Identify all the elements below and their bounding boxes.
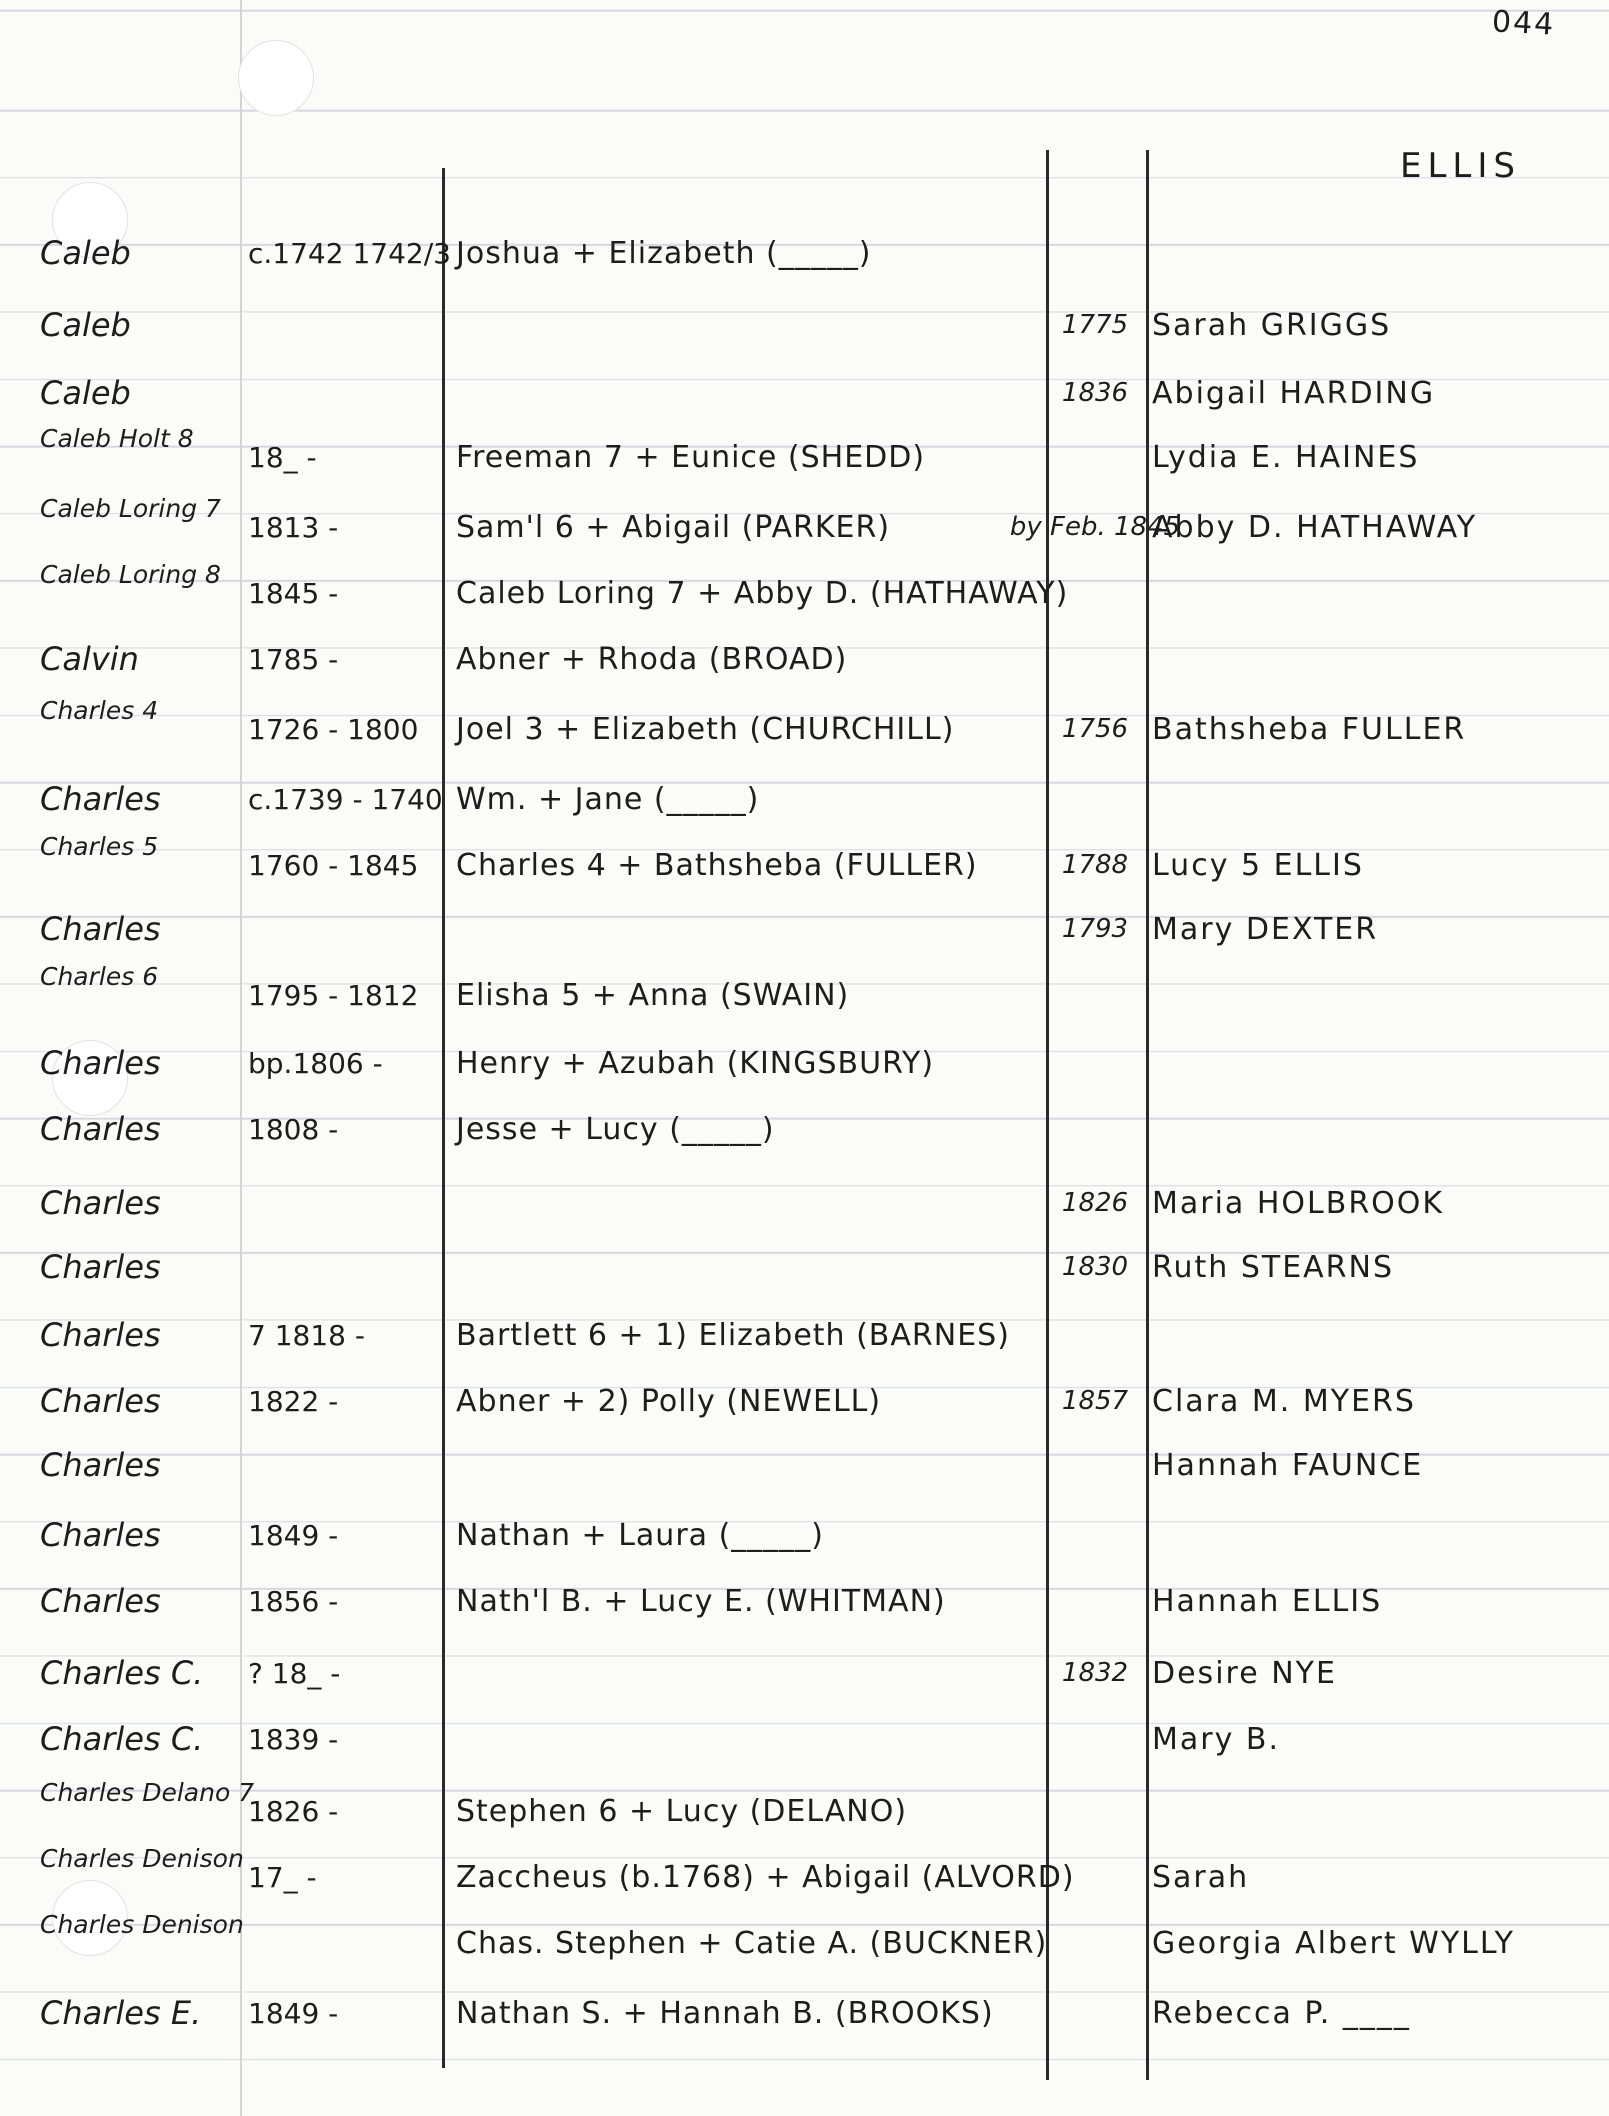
birth-dates <box>248 1910 446 1976</box>
parents: Bartlett 6 + 1) Elizabeth (BARNES) <box>456 1317 1010 1353</box>
marriage-year <box>1046 962 1144 1028</box>
parents: Charles 4 + Bathsheba (FULLER) <box>456 847 978 883</box>
spouse: Bathsheba FULLER <box>1152 711 1467 747</box>
parents: Nathan + Laura (_____) <box>456 1517 824 1553</box>
birth-dates: bp.1806 - <box>248 1046 383 1080</box>
spouse <box>1152 626 1592 692</box>
punch-hole-top <box>238 40 314 116</box>
person-name: Charles 5 <box>40 832 159 861</box>
marriage-year <box>1046 1706 1144 1772</box>
birth-dates: c.1742 1742/3 <box>248 236 451 270</box>
entry-row <box>0 220 1609 286</box>
birth-dates: c.1739 - 1740 <box>248 782 443 816</box>
spouse: Ruth STEARNS <box>1152 1249 1394 1285</box>
person-name: Charles <box>40 780 161 818</box>
person-name: Caleb <box>40 374 131 412</box>
spouse: Mary B. <box>1152 1721 1281 1757</box>
parents: Joel 3 + Elizabeth (CHURCHILL) <box>456 711 955 747</box>
person-name: Caleb <box>40 234 131 272</box>
spouse <box>1152 1302 1592 1368</box>
marriage-year <box>1046 1568 1144 1634</box>
person-name: Charles 4 <box>40 696 159 725</box>
marriage-year: by Feb. 1845 <box>1009 512 1181 542</box>
person-name: Caleb Loring 8 <box>40 560 221 589</box>
marriage-year <box>1046 424 1144 490</box>
parents: Nathan S. + Hannah B. (BROOKS) <box>456 1995 994 2031</box>
marriage-year <box>1046 766 1144 832</box>
spouse: Rebecca P. ____ <box>1152 1995 1411 2031</box>
birth-dates: 17_ - <box>248 1860 317 1894</box>
marriage-year <box>1046 1910 1144 1976</box>
parents: Elisha 5 + Anna (SWAIN) <box>456 977 850 1013</box>
person-name: Caleb Loring 7 <box>40 494 221 523</box>
spouse: Maria HOLBROOK <box>1152 1185 1445 1221</box>
parents: Joshua + Elizabeth (_____) <box>456 235 872 271</box>
parents: Henry + Azubah (KINGSBURY) <box>456 1045 935 1081</box>
spouse <box>1152 1778 1592 1844</box>
birth-dates <box>248 1234 446 1300</box>
marriage-year <box>1046 1432 1144 1498</box>
parents <box>456 1432 1046 1498</box>
spouse: Clara M. MYERS <box>1152 1383 1416 1419</box>
entry-row <box>0 962 1609 1028</box>
person-name: Charles <box>40 1184 161 1222</box>
entry-row <box>0 832 1609 898</box>
person-name: Charles 6 <box>40 962 159 991</box>
marriage-year: 1756 <box>1061 714 1129 744</box>
person-name: Charles <box>40 1582 161 1620</box>
entry-row <box>0 494 1609 560</box>
entry-row <box>0 1568 1609 1634</box>
birth-dates: ? 18_ - <box>248 1656 341 1690</box>
person-name: Caleb <box>40 306 131 344</box>
parents <box>456 896 1046 962</box>
marriage-year <box>1046 626 1144 692</box>
birth-dates: 1856 - <box>248 1584 339 1618</box>
marriage-year <box>1046 1980 1144 2046</box>
spouse <box>1152 1030 1592 1096</box>
birth-dates <box>248 1170 446 1236</box>
spouse: Hannah FAUNCE <box>1152 1447 1424 1483</box>
entry-row <box>0 1096 1609 1162</box>
spouse: Sarah <box>1152 1859 1250 1895</box>
spouse <box>1152 1096 1592 1162</box>
parents: Stephen 6 + Lucy (DELANO) <box>456 1793 908 1829</box>
person-name: Charles C. <box>40 1720 204 1758</box>
birth-dates: 1808 - <box>248 1112 339 1146</box>
entry-row <box>0 1980 1609 2046</box>
entry-row <box>0 292 1609 358</box>
entry-row <box>0 1640 1609 1706</box>
entry-row <box>0 360 1609 426</box>
person-name: Charles C. <box>40 1654 204 1692</box>
entry-row <box>0 1910 1609 1976</box>
spouse <box>1152 220 1592 286</box>
spouse <box>1152 766 1592 832</box>
entry-row <box>0 1844 1609 1910</box>
spouse: Desire NYE <box>1152 1655 1337 1691</box>
birth-dates: 1849 - <box>248 1518 339 1552</box>
parents: Sam'l 6 + Abigail (PARKER) <box>456 509 891 545</box>
surname-heading: ELLIS <box>1400 146 1521 186</box>
birth-dates <box>248 360 446 426</box>
person-name: Charles <box>40 1248 161 1286</box>
entry-row <box>0 1368 1609 1434</box>
parents: Abner + Rhoda (BROAD) <box>456 641 848 677</box>
parents: Wm. + Jane (_____) <box>456 781 760 817</box>
person-name: Charles <box>40 1044 161 1082</box>
birth-dates: 1849 - <box>248 1996 339 2030</box>
marriage-year: 1830 <box>1061 1252 1129 1282</box>
entry-row <box>0 560 1609 626</box>
entry-row <box>0 1234 1609 1300</box>
birth-dates: 1845 - <box>248 576 339 610</box>
parents: Nath'l B. + Lucy E. (WHITMAN) <box>456 1583 946 1619</box>
birth-dates: 1813 - <box>248 510 339 544</box>
birth-dates: 7 1818 - <box>248 1318 365 1352</box>
marriage-year <box>1046 220 1144 286</box>
birth-dates: 1839 - <box>248 1722 339 1756</box>
spouse: Mary DEXTER <box>1152 911 1379 947</box>
entry-row <box>0 766 1609 832</box>
entry-row <box>0 1170 1609 1236</box>
parents: Chas. Stephen + Catie A. (BUCKNER) <box>456 1925 1048 1961</box>
spouse <box>1152 560 1592 626</box>
marriage-year <box>1046 1778 1144 1844</box>
entry-row <box>0 1502 1609 1568</box>
person-name: Caleb Holt 8 <box>40 424 194 453</box>
parents: Jesse + Lucy (_____) <box>456 1111 775 1147</box>
marriage-year <box>1046 1844 1144 1910</box>
parents <box>456 1640 1046 1706</box>
birth-dates: 1760 - 1845 <box>248 848 419 882</box>
parents <box>456 292 1046 358</box>
parents <box>456 1170 1046 1236</box>
person-name: Charles <box>40 1446 161 1484</box>
spouse: Sarah GRIGGS <box>1152 307 1392 343</box>
birth-dates <box>248 1432 446 1498</box>
spouse: Abigail HARDING <box>1152 375 1436 411</box>
parents: Zaccheus (b.1768) + Abigail (ALVORD) <box>456 1859 1075 1895</box>
spouse: Abby D. HATHAWAY <box>1152 509 1478 545</box>
marriage-year <box>1046 560 1144 626</box>
parents: Abner + 2) Polly (NEWELL) <box>456 1383 882 1419</box>
entry-row <box>0 626 1609 692</box>
birth-dates: 1822 - <box>248 1384 339 1418</box>
person-name: Charles <box>40 1382 161 1420</box>
parents <box>456 1706 1046 1772</box>
parents: Freeman 7 + Eunice (SHEDD) <box>456 439 926 475</box>
birth-dates: 1785 - <box>248 642 339 676</box>
person-name: Charles Denison <box>40 1844 244 1873</box>
page-number: 044 <box>1491 4 1557 43</box>
marriage-year: 1832 <box>1061 1658 1129 1688</box>
marriage-year <box>1046 1502 1144 1568</box>
spouse <box>1152 962 1592 1028</box>
entry-row <box>0 1778 1609 1844</box>
parents <box>456 360 1046 426</box>
marriage-year: 1826 <box>1061 1188 1129 1218</box>
person-name: Charles E. <box>40 1994 202 2032</box>
birth-dates: 1795 - 1812 <box>248 978 419 1012</box>
spouse: Lydia E. HAINES <box>1152 439 1420 475</box>
marriage-year: 1836 <box>1061 378 1129 408</box>
birth-dates <box>248 292 446 358</box>
marriage-year <box>1046 1030 1144 1096</box>
marriage-year: 1775 <box>1061 310 1129 340</box>
marriage-year: 1793 <box>1061 914 1129 944</box>
birth-dates: 18_ - <box>248 440 317 474</box>
entry-row <box>0 1030 1609 1096</box>
entry-row <box>0 1706 1609 1772</box>
person-name: Calvin <box>40 640 139 678</box>
person-name: Charles <box>40 910 161 948</box>
spouse <box>1152 1502 1592 1568</box>
spouse: Lucy 5 ELLIS <box>1152 847 1364 883</box>
entry-row <box>0 1302 1609 1368</box>
spouse: Hannah ELLIS <box>1152 1583 1383 1619</box>
parents <box>456 1234 1046 1300</box>
parents: Caleb Loring 7 + Abby D. (HATHAWAY) <box>456 575 1069 611</box>
person-name: Charles <box>40 1110 161 1148</box>
marriage-year: 1857 <box>1061 1386 1129 1416</box>
spouse: Georgia Albert WYLLY <box>1152 1925 1515 1961</box>
entry-row <box>0 896 1609 962</box>
person-name: Charles <box>40 1316 161 1354</box>
marriage-year <box>1046 1302 1144 1368</box>
birth-dates <box>248 896 446 962</box>
marriage-year: 1788 <box>1061 850 1129 880</box>
person-name: Charles Delano 7 <box>40 1778 255 1807</box>
person-name: Charles Denison <box>40 1910 244 1939</box>
entry-row <box>0 424 1609 490</box>
marriage-year <box>1046 1096 1144 1162</box>
entry-row <box>0 696 1609 762</box>
birth-dates: 1726 - 1800 <box>248 712 419 746</box>
person-name: Charles <box>40 1516 161 1554</box>
birth-dates: 1826 - <box>248 1794 339 1828</box>
entry-row <box>0 1432 1609 1498</box>
